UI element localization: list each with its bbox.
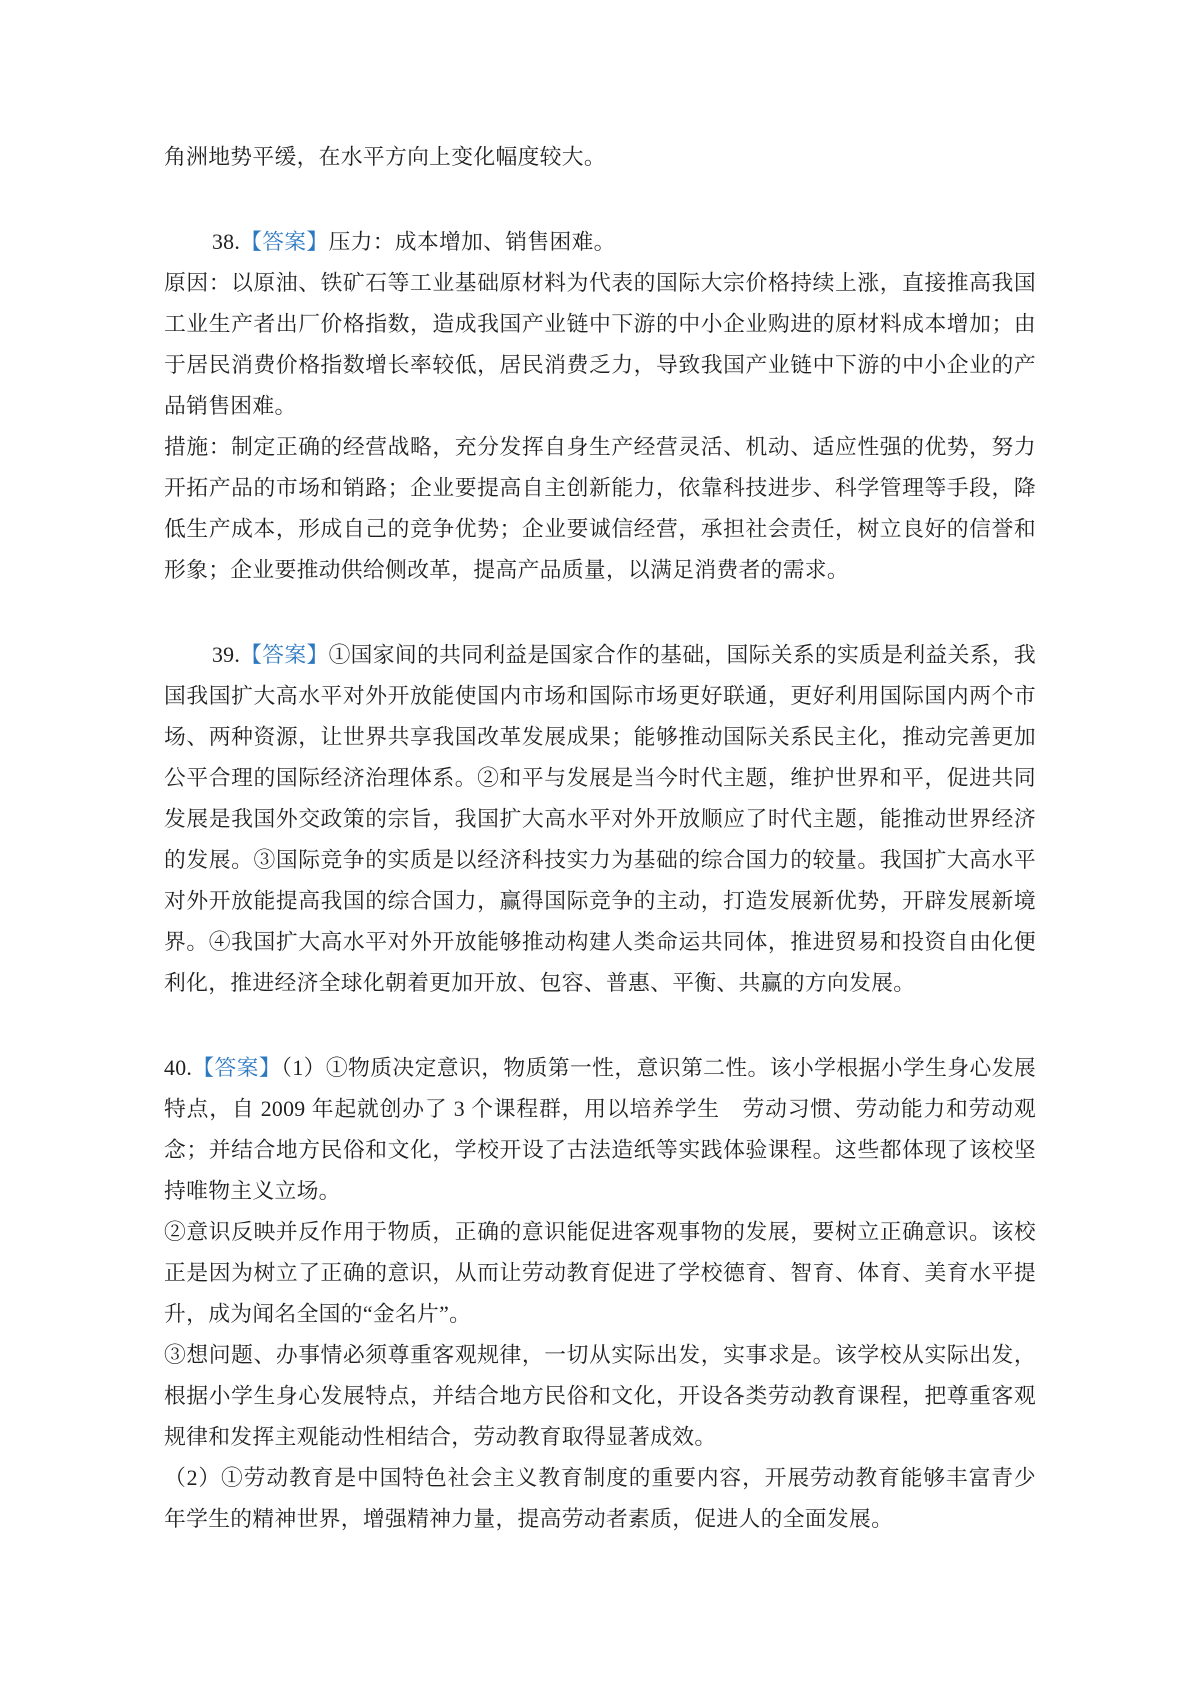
answer-heading-38 bbox=[164, 222, 1036, 263]
answer-heading-40 bbox=[164, 1048, 1036, 1212]
continuation-paragraph: 角洲地势平缓，在水平方向上变化幅度较大。 bbox=[164, 145, 606, 169]
question-number-39: 39. bbox=[211, 643, 241, 667]
answer-label-39: 【答案】 bbox=[240, 643, 329, 667]
answer-paragraph: 措施：制定正确的经营战略，充分发挥自身生产经营灵活、机动、适应性强的优势，努力开拓产品的市场和销路；企业要提高自主创新能力，依靠科技进步、科学管理等手段，降低生产成本，形成自己的竞争优势；企业要诚信经营，承担社会责任，树立良好的信誉和形象；企业要推动供给侧改革，提高产品质量，以满足消费者的需求。 bbox=[164, 435, 1036, 582]
answer-section-39 bbox=[164, 635, 1036, 1004]
answer-section-38 bbox=[164, 222, 1036, 591]
answer-heading-39 bbox=[164, 635, 1036, 1004]
answer-label-38: 【答案】 bbox=[240, 230, 329, 254]
answer-label-40: 【答案】 bbox=[192, 1056, 282, 1080]
answer-paragraph: ②意识反映并反作用于物质，正确的意识能促进客观事物的发展，要树立正确意识。该校正是因为树立了正确的意识，从而让劳动教育促进了学校德育、智育、体育、美育水平提升，成为闻名全国的“金名片”。 bbox=[164, 1220, 1036, 1326]
question-number-38: 38. bbox=[211, 230, 241, 254]
answer-lead-text-40: （1）①物质决定意识，物质第一性，意识第二性。该小学根据小学生身心发展特点，自 2009 年起就创办了 3 个课程群，用以培养学生 劳动习惯、劳动能力和劳动观念；并结合地方民俗和文化，学校开设了古法造纸等实践体验课程。这些都体现了该校坚持唯物主义立场。 bbox=[164, 1056, 1036, 1203]
answer-paragraph: （2）①劳动教育是中国特色社会主义教育制度的重要内容，开展劳动教育能够丰富青少年学生的精神世界，增强精神力量，提高劳动者素质，促进人的全面发展。 bbox=[164, 1466, 1036, 1531]
answer-lead-text-38: 压力：成本增加、销售困难。 bbox=[328, 230, 616, 254]
answer-section-40 bbox=[164, 1048, 1036, 1540]
question-number-40: 40. bbox=[164, 1056, 193, 1080]
document-content bbox=[164, 137, 1036, 1540]
answer-lead-text-39: ①国家间的共同利益是国家合作的基础，国际关系的实质是利益关系，我国我国扩大高水平对外开放能使国内市场和国际市场更好联通，更好利用国际国内两个市场、两种资源，让世界共享我国改革发展成果；能够推动国际关系民主化，推动完善更加公平合理的国际经济治理体系。②和平与发展是当今时代主题，维护世界和平，促进共同发展是我国外交政策的宗旨，我国扩大高水平对外开放顺应了时代主题，能推动世界经济的发展。③国际竞争的实质是以经济科技实力为基础的综合国力的较量。我国扩大高水平对外开放能提高我国的综合国力，赢得国际竞争的主动，打造发展新优势，开辟发展新境界。④我国扩大高水平对外开放能够推动构建人类命运共同体，推进贸易和投资自由化便利化，推进经济全球化朝着更加开放、包容、普惠、平衡、共赢的方向发展。 bbox=[164, 643, 1037, 995]
answer-paragraph: 原因：以原油、铁矿石等工业基础原材料为代表的国际大宗价格持续上涨，直接推高我国工业生产者出厂价格指数，造成我国产业链中下游的中小企业购进的原材料成本增加；由于居民消费价格指数增长率较低，居民消费乏力，导致我国产业链中下游的中小企业的产品销售困难。 bbox=[164, 271, 1036, 418]
answer-paragraph: ③想问题、办事情必须尊重客观规律，一切从实际出发，实事求是。该学校从实际出发，根据小学生身心发展特点，并结合地方民俗和文化，开设各类劳动教育课程，把尊重客观规律和发挥主观能动性相结合，劳动教育取得显著成效。 bbox=[164, 1343, 1036, 1449]
